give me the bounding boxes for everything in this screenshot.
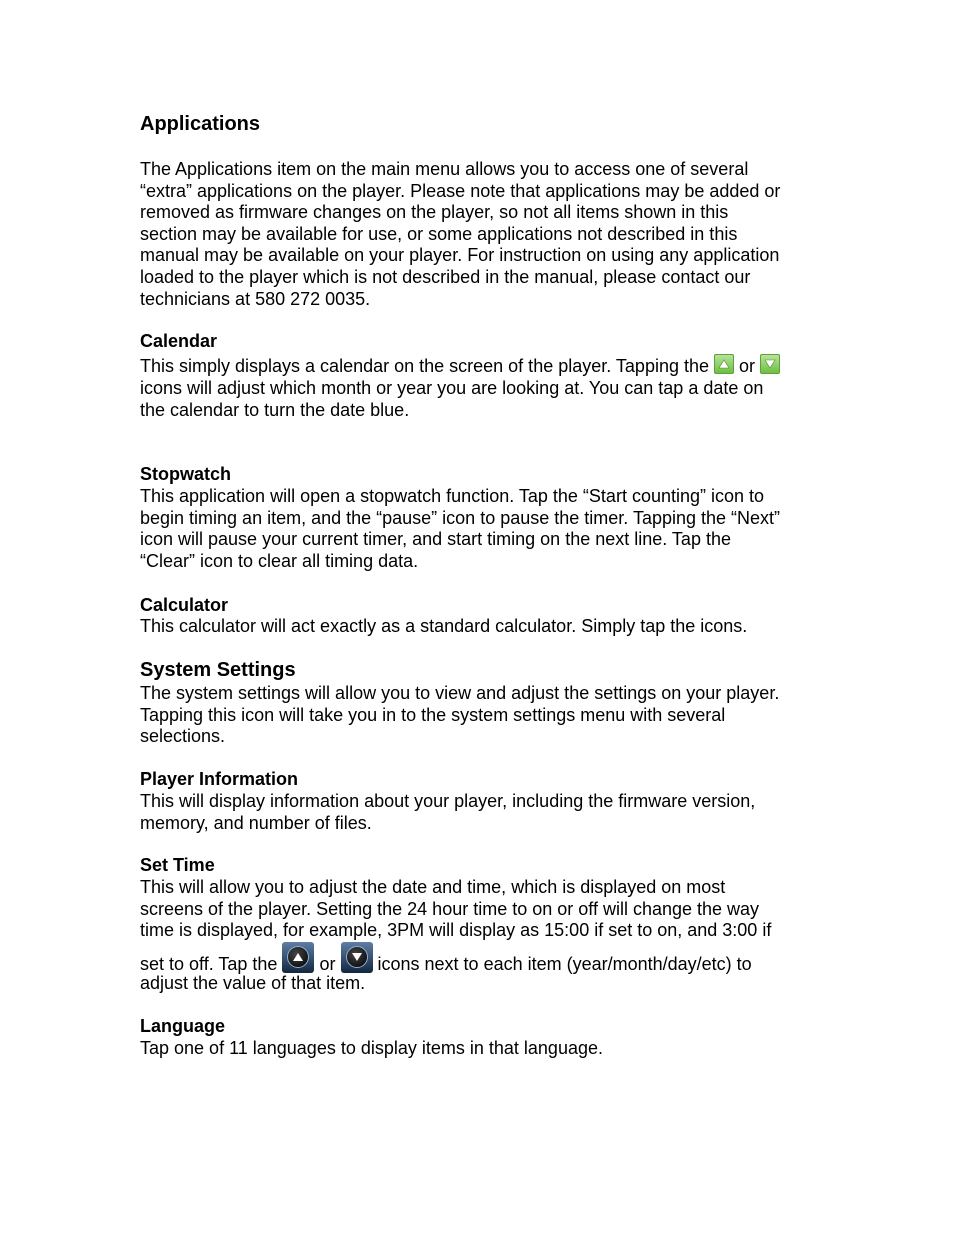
set-time-heading: Set Time (140, 855, 215, 875)
stopwatch-text (140, 486, 820, 572)
system-settings-heading: System Settings (140, 659, 296, 681)
text-line: selections. (140, 726, 226, 747)
text-line: Tap one of 11 languages to display items in that language. (140, 1038, 603, 1058)
text-line: begin timing an item, and the “pause” icon to pause the timer. Tapping the “Next” (140, 507, 781, 528)
text-line: The Applications item on the main menu allows you to access one of several (140, 159, 749, 179)
text-line: This will display information about your player, including the firmware version, (140, 791, 756, 811)
down-arrow-icon (341, 942, 373, 973)
text-line: time is displayed, for example, 3PM will display as 15:00 if set to on, and 3:00 if (140, 920, 772, 941)
text-line: the calendar to turn the date blue. (140, 399, 410, 420)
calendar-text (140, 353, 820, 421)
calendar-heading: Calendar (140, 331, 218, 351)
system-settings-text (140, 683, 820, 748)
set-time-text (140, 877, 820, 994)
text-line: screens of the player. Setting the 24 hour time to on or off will change the way (140, 898, 760, 919)
language-heading: Language (140, 1016, 226, 1036)
text-line: This application will open a stopwatch function. Tap the “Start counting” icon to (140, 486, 765, 506)
calendar-text-or: or (739, 356, 756, 376)
set-time-text-before: set to off. Tap the (140, 953, 278, 974)
text-line: removed as firmware changes on the player, so not all items shown in this (140, 202, 729, 223)
up-arrow-icon (282, 942, 314, 973)
text-line: “extra” applications on the player. Please note that applications may be added or (140, 180, 781, 201)
text-line: icon will pause your current timer, and start timing on the next line. Tap the (140, 529, 731, 550)
text-line: This calculator will act exactly as a standard calculator. Simply tap the icons. (140, 616, 748, 636)
up-arrow-icon (714, 354, 734, 374)
set-time-text-after: icons next to each item (year/month/day/etc) to (377, 953, 752, 974)
player-information-heading: Player Information (140, 769, 299, 789)
applications-heading: Applications (140, 113, 261, 135)
player-information-text (140, 791, 820, 834)
stopwatch-heading: Stopwatch (140, 464, 232, 484)
text-line: technicians at 580 272 0035. (140, 288, 371, 309)
text-line: The system settings will allow you to view and adjust the settings on your player. (140, 683, 780, 703)
text-line: icons will adjust which month or year you are looking at. You can tap a date on (140, 378, 764, 398)
text-line: This will allow you to adjust the date and time, which is displayed on most (140, 877, 726, 897)
text-line: section may be available for use, or some applications not described in this (140, 223, 738, 244)
text-line: loaded to the player which is not described in the manual, please contact our (140, 266, 751, 287)
text-line: memory, and number of files. (140, 812, 372, 833)
down-arrow-icon (760, 354, 780, 374)
text-line: Tapping this icon will take you in to the system settings menu with several (140, 704, 726, 725)
calculator-text (140, 616, 820, 638)
language-text (140, 1038, 820, 1060)
text-line: “Clear” icon to clear all timing data. (140, 550, 419, 571)
text-line: adjust the value of that item. (140, 972, 366, 993)
text-line (140, 353, 820, 378)
text-line (140, 942, 820, 973)
calculator-heading: Calculator (140, 595, 229, 615)
text-line: manual may be available on your player. For instruction on using any application (140, 245, 780, 266)
set-time-text-or: or (319, 953, 336, 974)
calendar-text-before: This simply displays a calendar on the screen of the player. Tapping the (140, 356, 709, 376)
applications-intro (140, 159, 820, 310)
